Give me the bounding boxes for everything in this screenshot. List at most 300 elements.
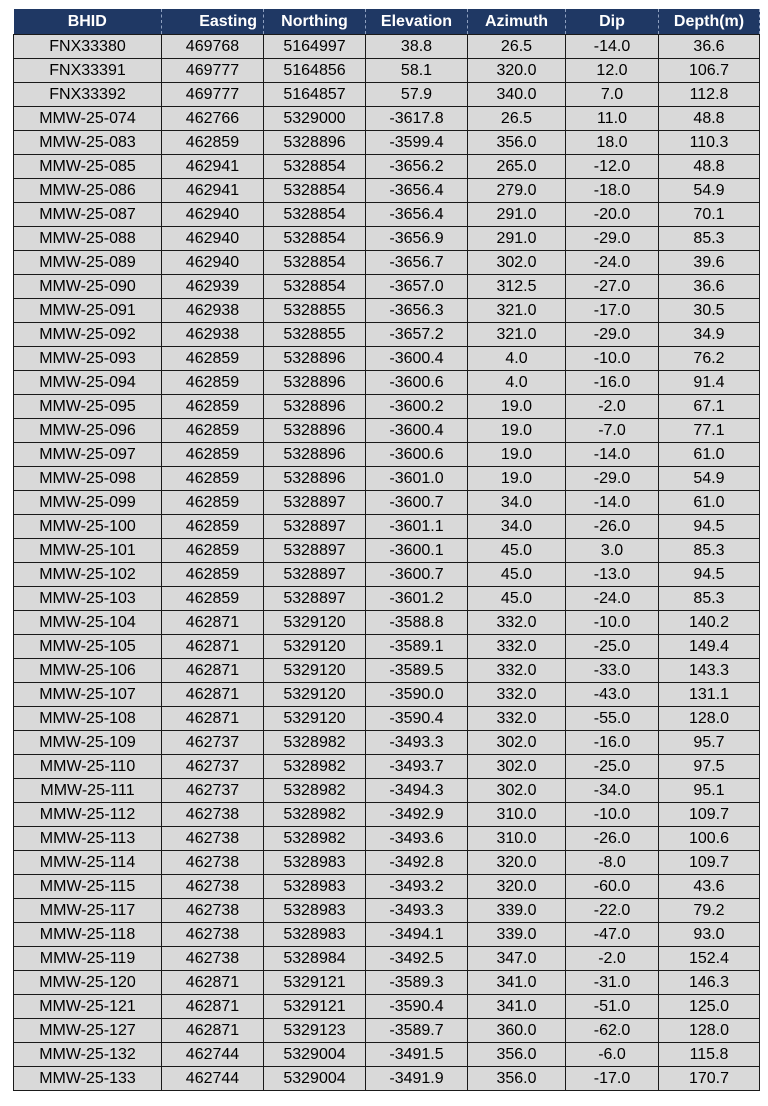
cell-bhid: MMW-25-087: [14, 203, 162, 227]
cell-azimuth: 26.5: [468, 107, 566, 131]
cell-easting: 469777: [162, 59, 264, 83]
cell-elevation: -3601.0: [366, 467, 468, 491]
cell-bhid: MMW-25-099: [14, 491, 162, 515]
cell-dip: -10.0: [566, 347, 659, 371]
cell-bhid: MMW-25-121: [14, 995, 162, 1019]
cell-bhid: MMW-25-112: [14, 803, 162, 827]
cell-bhid: MMW-25-133: [14, 1067, 162, 1091]
cell-northing: 5329120: [264, 707, 366, 731]
cell-dip: -60.0: [566, 875, 659, 899]
cell-bhid: MMW-25-109: [14, 731, 162, 755]
cell-dip: -10.0: [566, 611, 659, 635]
cell-dip: -22.0: [566, 899, 659, 923]
cell-dip: -51.0: [566, 995, 659, 1019]
cell-northing: 5329120: [264, 683, 366, 707]
cell-azimuth: 320.0: [468, 59, 566, 83]
table-row: [14, 59, 760, 83]
cell-dip: -16.0: [566, 371, 659, 395]
cell-easting: 462940: [162, 203, 264, 227]
cell-elevation: -3491.9: [366, 1067, 468, 1091]
table-row: [14, 563, 760, 587]
cell-dip: -16.0: [566, 731, 659, 755]
table-row: [14, 203, 760, 227]
cell-depth: 125.0: [659, 995, 760, 1019]
cell-azimuth: 45.0: [468, 587, 566, 611]
cell-depth: 131.1: [659, 683, 760, 707]
cell-northing: 5328854: [264, 203, 366, 227]
cell-northing: 5328896: [264, 131, 366, 155]
cell-dip: 7.0: [566, 83, 659, 107]
cell-elevation: 58.1: [366, 59, 468, 83]
table-row: [14, 275, 760, 299]
cell-dip: -7.0: [566, 419, 659, 443]
cell-northing: 5329120: [264, 635, 366, 659]
cell-easting: 462859: [162, 587, 264, 611]
cell-depth: 97.5: [659, 755, 760, 779]
cell-bhid: MMW-25-104: [14, 611, 162, 635]
cell-elevation: -3589.3: [366, 971, 468, 995]
cell-easting: 462871: [162, 611, 264, 635]
table-row: [14, 515, 760, 539]
cell-dip: -20.0: [566, 203, 659, 227]
cell-northing: 5164857: [264, 83, 366, 107]
table-row: [14, 923, 760, 947]
cell-depth: 109.7: [659, 851, 760, 875]
cell-bhid: MMW-25-105: [14, 635, 162, 659]
cell-elevation: -3656.4: [366, 203, 468, 227]
cell-easting: 462941: [162, 179, 264, 203]
cell-dip: -14.0: [566, 35, 659, 59]
cell-northing: 5328897: [264, 491, 366, 515]
cell-azimuth: 356.0: [468, 1067, 566, 1091]
table-row: [14, 107, 760, 131]
cell-elevation: -3493.6: [366, 827, 468, 851]
table-body: [14, 35, 760, 1091]
cell-northing: 5328896: [264, 443, 366, 467]
cell-northing: 5328982: [264, 731, 366, 755]
table-row: [14, 803, 760, 827]
table-row: [14, 1043, 760, 1067]
cell-bhid: MMW-25-089: [14, 251, 162, 275]
cell-azimuth: 332.0: [468, 635, 566, 659]
cell-dip: 3.0: [566, 539, 659, 563]
header-row: [14, 9, 760, 35]
cell-depth: 48.8: [659, 155, 760, 179]
cell-easting: 469777: [162, 83, 264, 107]
cell-easting: 462859: [162, 131, 264, 155]
cell-easting: 462940: [162, 227, 264, 251]
cell-depth: 85.3: [659, 227, 760, 251]
cell-dip: -27.0: [566, 275, 659, 299]
table-row: [14, 371, 760, 395]
cell-azimuth: 302.0: [468, 731, 566, 755]
cell-azimuth: 332.0: [468, 611, 566, 635]
cell-azimuth: 4.0: [468, 371, 566, 395]
cell-bhid: FNX33392: [14, 83, 162, 107]
cell-bhid: MMW-25-100: [14, 515, 162, 539]
cell-elevation: -3600.6: [366, 443, 468, 467]
cell-depth: 128.0: [659, 707, 760, 731]
cell-elevation: -3657.0: [366, 275, 468, 299]
cell-elevation: -3589.1: [366, 635, 468, 659]
cell-northing: 5328854: [264, 251, 366, 275]
cell-easting: 462859: [162, 491, 264, 515]
cell-azimuth: 356.0: [468, 131, 566, 155]
cell-elevation: -3492.9: [366, 803, 468, 827]
cell-easting: 462871: [162, 683, 264, 707]
cell-elevation: -3656.7: [366, 251, 468, 275]
cell-elevation: -3656.4: [366, 179, 468, 203]
table-row: [14, 83, 760, 107]
cell-bhid: MMW-25-103: [14, 587, 162, 611]
cell-bhid: MMW-25-110: [14, 755, 162, 779]
cell-bhid: MMW-25-083: [14, 131, 162, 155]
cell-azimuth: 341.0: [468, 971, 566, 995]
cell-depth: 170.7: [659, 1067, 760, 1091]
cell-depth: 93.0: [659, 923, 760, 947]
cell-bhid: MMW-25-093: [14, 347, 162, 371]
cell-depth: 95.1: [659, 779, 760, 803]
cell-northing: 5328982: [264, 779, 366, 803]
header-elevation: Elevation: [366, 9, 468, 35]
cell-depth: 54.9: [659, 467, 760, 491]
cell-dip: -33.0: [566, 659, 659, 683]
table-row: [14, 851, 760, 875]
cell-dip: -2.0: [566, 395, 659, 419]
cell-easting: 462738: [162, 803, 264, 827]
table-row: [14, 707, 760, 731]
cell-depth: 85.3: [659, 587, 760, 611]
cell-azimuth: 26.5: [468, 35, 566, 59]
table-row: [14, 635, 760, 659]
cell-azimuth: 360.0: [468, 1019, 566, 1043]
cell-dip: -43.0: [566, 683, 659, 707]
cell-bhid: MMW-25-091: [14, 299, 162, 323]
cell-northing: 5329121: [264, 971, 366, 995]
cell-easting: 462737: [162, 755, 264, 779]
cell-northing: 5328896: [264, 467, 366, 491]
cell-depth: 61.0: [659, 491, 760, 515]
cell-bhid: MMW-25-113: [14, 827, 162, 851]
cell-bhid: MMW-25-097: [14, 443, 162, 467]
cell-bhid: MMW-25-132: [14, 1043, 162, 1067]
table-row: [14, 179, 760, 203]
cell-dip: 18.0: [566, 131, 659, 155]
cell-bhid: MMW-25-095: [14, 395, 162, 419]
cell-azimuth: 321.0: [468, 323, 566, 347]
table-row: [14, 347, 760, 371]
table-row: [14, 587, 760, 611]
cell-northing: 5328854: [264, 155, 366, 179]
table-row: [14, 155, 760, 179]
cell-dip: -17.0: [566, 1067, 659, 1091]
table-row: [14, 971, 760, 995]
cell-elevation: -3590.4: [366, 707, 468, 731]
cell-easting: 462941: [162, 155, 264, 179]
cell-easting: 462744: [162, 1067, 264, 1091]
cell-dip: -17.0: [566, 299, 659, 323]
cell-elevation: -3656.2: [366, 155, 468, 179]
cell-dip: -26.0: [566, 515, 659, 539]
cell-elevation: -3599.4: [366, 131, 468, 155]
cell-northing: 5329120: [264, 611, 366, 635]
cell-depth: 112.8: [659, 83, 760, 107]
cell-easting: 462744: [162, 1043, 264, 1067]
table-row: [14, 995, 760, 1019]
cell-northing: 5328983: [264, 899, 366, 923]
cell-elevation: -3493.7: [366, 755, 468, 779]
cell-elevation: -3600.4: [366, 419, 468, 443]
table-row: [14, 419, 760, 443]
cell-easting: 462738: [162, 827, 264, 851]
table-row: [14, 467, 760, 491]
cell-elevation: -3656.9: [366, 227, 468, 251]
cell-easting: 462859: [162, 443, 264, 467]
cell-elevation: -3657.2: [366, 323, 468, 347]
cell-easting: 462871: [162, 1019, 264, 1043]
cell-northing: 5328897: [264, 539, 366, 563]
table-row: [14, 947, 760, 971]
cell-depth: 115.8: [659, 1043, 760, 1067]
drillhole-table-container: [13, 9, 759, 1091]
cell-bhid: MMW-25-086: [14, 179, 162, 203]
cell-depth: 95.7: [659, 731, 760, 755]
cell-depth: 36.6: [659, 35, 760, 59]
table-row: [14, 683, 760, 707]
cell-depth: 100.6: [659, 827, 760, 851]
cell-easting: 462738: [162, 875, 264, 899]
cell-depth: 30.5: [659, 299, 760, 323]
header-easting: Easting: [162, 9, 264, 35]
cell-northing: 5328897: [264, 563, 366, 587]
cell-elevation: -3589.7: [366, 1019, 468, 1043]
cell-azimuth: 312.5: [468, 275, 566, 299]
cell-depth: 146.3: [659, 971, 760, 995]
cell-easting: 462859: [162, 467, 264, 491]
cell-northing: 5328984: [264, 947, 366, 971]
cell-northing: 5329121: [264, 995, 366, 1019]
cell-easting: 462859: [162, 515, 264, 539]
table-row: [14, 35, 760, 59]
table-row: [14, 659, 760, 683]
cell-depth: 152.4: [659, 947, 760, 971]
table-row: [14, 323, 760, 347]
cell-dip: -62.0: [566, 1019, 659, 1043]
cell-depth: 76.2: [659, 347, 760, 371]
cell-bhid: MMW-25-119: [14, 947, 162, 971]
cell-northing: 5329004: [264, 1067, 366, 1091]
cell-azimuth: 45.0: [468, 539, 566, 563]
cell-elevation: -3493.2: [366, 875, 468, 899]
cell-northing: 5329004: [264, 1043, 366, 1067]
cell-depth: 79.2: [659, 899, 760, 923]
cell-bhid: MMW-25-085: [14, 155, 162, 179]
cell-northing: 5328854: [264, 179, 366, 203]
cell-dip: -25.0: [566, 755, 659, 779]
cell-elevation: -3656.3: [366, 299, 468, 323]
header-bhid: BHID: [14, 9, 162, 35]
cell-bhid: MMW-25-120: [14, 971, 162, 995]
cell-depth: 110.3: [659, 131, 760, 155]
cell-dip: -14.0: [566, 491, 659, 515]
cell-depth: 109.7: [659, 803, 760, 827]
cell-northing: 5328854: [264, 275, 366, 299]
cell-depth: 34.9: [659, 323, 760, 347]
cell-easting: 462737: [162, 731, 264, 755]
cell-elevation: -3494.3: [366, 779, 468, 803]
cell-depth: 149.4: [659, 635, 760, 659]
cell-northing: 5328896: [264, 395, 366, 419]
cell-elevation: 38.8: [366, 35, 468, 59]
cell-easting: 462738: [162, 851, 264, 875]
cell-bhid: MMW-25-127: [14, 1019, 162, 1043]
cell-easting: 462871: [162, 635, 264, 659]
cell-azimuth: 332.0: [468, 707, 566, 731]
cell-depth: 61.0: [659, 443, 760, 467]
cell-bhid: MMW-25-101: [14, 539, 162, 563]
cell-elevation: -3601.2: [366, 587, 468, 611]
cell-azimuth: 265.0: [468, 155, 566, 179]
cell-bhid: MMW-25-117: [14, 899, 162, 923]
table-row: [14, 1067, 760, 1091]
cell-azimuth: 320.0: [468, 851, 566, 875]
cell-elevation: -3600.4: [366, 347, 468, 371]
cell-easting: 462940: [162, 251, 264, 275]
cell-northing: 5328896: [264, 371, 366, 395]
cell-depth: 94.5: [659, 515, 760, 539]
cell-northing: 5328855: [264, 323, 366, 347]
cell-azimuth: 356.0: [468, 1043, 566, 1067]
cell-azimuth: 320.0: [468, 875, 566, 899]
cell-elevation: -3600.1: [366, 539, 468, 563]
cell-dip: -6.0: [566, 1043, 659, 1067]
cell-bhid: FNX33380: [14, 35, 162, 59]
table-row: [14, 827, 760, 851]
cell-bhid: MMW-25-118: [14, 923, 162, 947]
cell-bhid: MMW-25-074: [14, 107, 162, 131]
cell-depth: 91.4: [659, 371, 760, 395]
table-row: [14, 251, 760, 275]
cell-bhid: MMW-25-108: [14, 707, 162, 731]
cell-bhid: MMW-25-088: [14, 227, 162, 251]
cell-depth: 48.8: [659, 107, 760, 131]
header-northing: Northing: [264, 9, 366, 35]
cell-bhid: MMW-25-090: [14, 275, 162, 299]
cell-elevation: -3492.5: [366, 947, 468, 971]
cell-depth: 106.7: [659, 59, 760, 83]
table-row: [14, 611, 760, 635]
cell-northing: 5328897: [264, 587, 366, 611]
cell-depth: 36.6: [659, 275, 760, 299]
cell-easting: 462939: [162, 275, 264, 299]
cell-dip: -12.0: [566, 155, 659, 179]
cell-easting: 462859: [162, 347, 264, 371]
cell-azimuth: 291.0: [468, 203, 566, 227]
table-row: [14, 299, 760, 323]
cell-northing: 5328982: [264, 827, 366, 851]
cell-azimuth: 302.0: [468, 251, 566, 275]
cell-bhid: MMW-25-106: [14, 659, 162, 683]
table-row: [14, 443, 760, 467]
cell-elevation: -3590.4: [366, 995, 468, 1019]
table-row: [14, 731, 760, 755]
cell-dip: -29.0: [566, 227, 659, 251]
cell-dip: -24.0: [566, 587, 659, 611]
cell-azimuth: 19.0: [468, 467, 566, 491]
cell-bhid: MMW-25-094: [14, 371, 162, 395]
cell-northing: 5328896: [264, 347, 366, 371]
table-row: [14, 755, 760, 779]
table-row: [14, 395, 760, 419]
cell-bhid: MMW-25-092: [14, 323, 162, 347]
cell-azimuth: 34.0: [468, 515, 566, 539]
cell-azimuth: 332.0: [468, 659, 566, 683]
cell-dip: -29.0: [566, 467, 659, 491]
cell-azimuth: 332.0: [468, 683, 566, 707]
cell-depth: 94.5: [659, 563, 760, 587]
cell-bhid: FNX33391: [14, 59, 162, 83]
cell-depth: 128.0: [659, 1019, 760, 1043]
cell-bhid: MMW-25-096: [14, 419, 162, 443]
cell-azimuth: 34.0: [468, 491, 566, 515]
cell-dip: -31.0: [566, 971, 659, 995]
cell-azimuth: 291.0: [468, 227, 566, 251]
header-azimuth: Azimuth: [468, 9, 566, 35]
cell-azimuth: 321.0: [468, 299, 566, 323]
cell-dip: 11.0: [566, 107, 659, 131]
cell-easting: 462859: [162, 563, 264, 587]
cell-northing: 5328982: [264, 803, 366, 827]
cell-depth: 43.6: [659, 875, 760, 899]
cell-dip: -25.0: [566, 635, 659, 659]
cell-azimuth: 19.0: [468, 419, 566, 443]
cell-dip: -10.0: [566, 803, 659, 827]
cell-elevation: -3588.8: [366, 611, 468, 635]
table-row: [14, 491, 760, 515]
cell-easting: 462859: [162, 371, 264, 395]
cell-northing: 5328855: [264, 299, 366, 323]
cell-depth: 77.1: [659, 419, 760, 443]
table-row: [14, 899, 760, 923]
cell-depth: 143.3: [659, 659, 760, 683]
cell-easting: 462871: [162, 971, 264, 995]
cell-elevation: -3590.0: [366, 683, 468, 707]
cell-depth: 67.1: [659, 395, 760, 419]
cell-elevation: -3493.3: [366, 731, 468, 755]
cell-easting: 462738: [162, 899, 264, 923]
cell-depth: 140.2: [659, 611, 760, 635]
cell-dip: -47.0: [566, 923, 659, 947]
cell-elevation: -3492.8: [366, 851, 468, 875]
cell-dip: -2.0: [566, 947, 659, 971]
cell-dip: -8.0: [566, 851, 659, 875]
cell-easting: 462738: [162, 947, 264, 971]
cell-elevation: -3589.5: [366, 659, 468, 683]
cell-azimuth: 339.0: [468, 899, 566, 923]
cell-northing: 5328983: [264, 851, 366, 875]
header-dip: Dip: [566, 9, 659, 35]
cell-northing: 5329120: [264, 659, 366, 683]
cell-bhid: MMW-25-111: [14, 779, 162, 803]
cell-northing: 5164997: [264, 35, 366, 59]
cell-easting: 462859: [162, 419, 264, 443]
cell-dip: -13.0: [566, 563, 659, 587]
cell-azimuth: 302.0: [468, 755, 566, 779]
cell-bhid: MMW-25-098: [14, 467, 162, 491]
cell-dip: -29.0: [566, 323, 659, 347]
cell-easting: 462871: [162, 995, 264, 1019]
cell-azimuth: 45.0: [468, 563, 566, 587]
